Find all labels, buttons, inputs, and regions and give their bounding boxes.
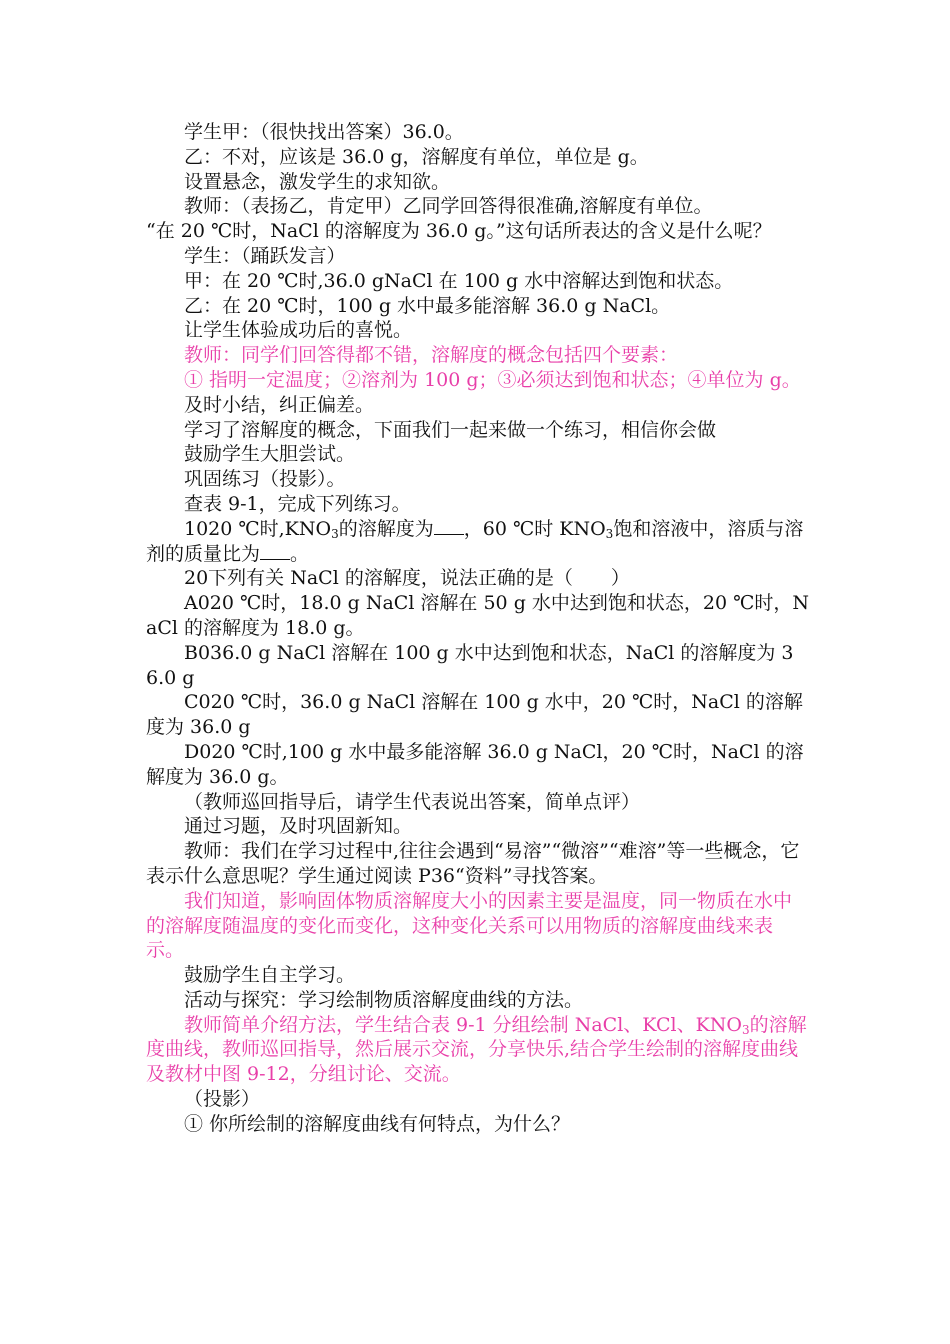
- paragraph: （投影）: [184, 1088, 261, 1111]
- paragraph: 鼓励学生自主学习。: [184, 964, 356, 987]
- paragraph: ① 你所绘制的溶解度曲线有何特点，为什么？: [184, 1112, 571, 1135]
- option-c: C020 ℃时，36.0 g NaCl 溶解在 100 g 水中，20 ℃时，NaCl 的溶解度为 36.0 g: [146, 691, 803, 739]
- subscript: 3: [331, 526, 339, 541]
- text: 。: [290, 542, 310, 565]
- exercise-2: 20下列有关 NaCl 的溶解度，说法正确的是（ ）: [184, 567, 630, 590]
- paragraph: 设置悬念，激发学生的求知欲。: [184, 170, 451, 193]
- option-b: B036.0 g NaCl 溶解在 100 g 水中达到饱和状态，NaCl 的溶解度为 36.0 g: [146, 641, 794, 689]
- paragraph: 甲：在 20 ℃时,36.0 gNaCl 在 100 g 水中溶解达到饱和状态。: [184, 269, 734, 292]
- text: 饱和溶液中，溶质与溶剂的质量比为: [146, 517, 804, 565]
- text: 的溶解度曲线，教师巡回指导，然后展示交流，分享快乐,结合学生绘制的溶解度曲线及教材中图 9-12，分组讨论、交流。: [146, 1013, 807, 1086]
- paragraph: 乙：不对，应该是 36.0 g，溶解度有单位，单位是 g。: [184, 145, 649, 168]
- paragraph: 教师：我们在学习过程中,往往会遇到“易溶”“微溶”“难溶”等一些概念，它表示什么意思呢？学生通过阅读 P36“资料”寻找答案。: [146, 840, 800, 887]
- answer-blank: [434, 518, 464, 535]
- document-body: [146, 120, 810, 1137]
- paragraph: 学习了溶解度的概念，下面我们一起来做一个练习，相信你会做: [184, 418, 717, 441]
- exercise-1: [146, 517, 810, 567]
- text: 教师简单介绍方法，学生结合表 9-1 分组绘制 NaCl、KCl、KNO: [184, 1013, 742, 1036]
- paragraph: 乙：在 20 ℃时，100 g 水中最多能溶解 36.0 g NaCl。: [184, 294, 671, 317]
- subscript: 3: [741, 1022, 750, 1037]
- paragraph: 及时小结，纠正偏差。: [184, 393, 375, 416]
- paragraph: 活动与探究：学习绘制物质溶解度曲线的方法。: [184, 988, 584, 1011]
- paragraph: （教师巡回指导后，请学生代表说出答案，简单点评）: [184, 790, 641, 813]
- paragraph: 通过习题，及时巩固新知。: [184, 815, 413, 838]
- option-a: A020 ℃时，18.0 g NaCl 溶解在 50 g 水中达到饱和状态，20 ℃时，NaCl 的溶解度为 18.0 g。: [146, 592, 809, 639]
- highlighted-paragraph: [146, 1013, 810, 1087]
- text: ，60 ℃时 KNO: [463, 517, 606, 540]
- option-d: D020 ℃时,100 g 水中最多能溶解 36.0 g NaCl，20 ℃时，NaCl 的溶解度为 36.0 g。: [146, 740, 804, 788]
- subscript: 3: [605, 526, 614, 541]
- paragraph: 巩固练习（投影）。: [184, 468, 346, 491]
- text: 1020 ℃时,KNO: [184, 517, 332, 540]
- highlighted-paragraph: 我们知道，影响固体物质溶解度大小的因素主要是温度，同一物质在水中的溶解度随温度的变化而变化，这种变化关系可以用物质的溶解度曲线来表示。: [146, 889, 793, 962]
- paragraph: 查表 9-1，完成下列练习。: [184, 492, 411, 515]
- paragraph: 让学生体验成功后的喜悦。: [184, 319, 413, 342]
- paragraph: “在 20 ℃时，NaCl 的溶解度为 36.0 g。”这句话所表达的含义是什么呢？: [146, 220, 772, 243]
- highlighted-paragraph: ① 指明一定温度；②溶剂为 100 g；③必须达到饱和状态；④单位为 g。: [184, 368, 801, 391]
- paragraph: 鼓励学生大胆尝试。: [184, 443, 356, 466]
- highlighted-paragraph: 教师：同学们回答得都不错，溶解度的概念包括四个要素：: [184, 344, 679, 367]
- answer-blank: [260, 543, 290, 560]
- text: 的溶解度为: [338, 517, 434, 540]
- paragraph: 学生：（踊跃发言）: [184, 244, 346, 267]
- paragraph: 教师：（表扬乙，肯定甲）乙同学回答得很准确,溶解度有单位。: [184, 195, 713, 218]
- paragraph: 学生甲：（很快找出答案）36.0。: [184, 121, 464, 143]
